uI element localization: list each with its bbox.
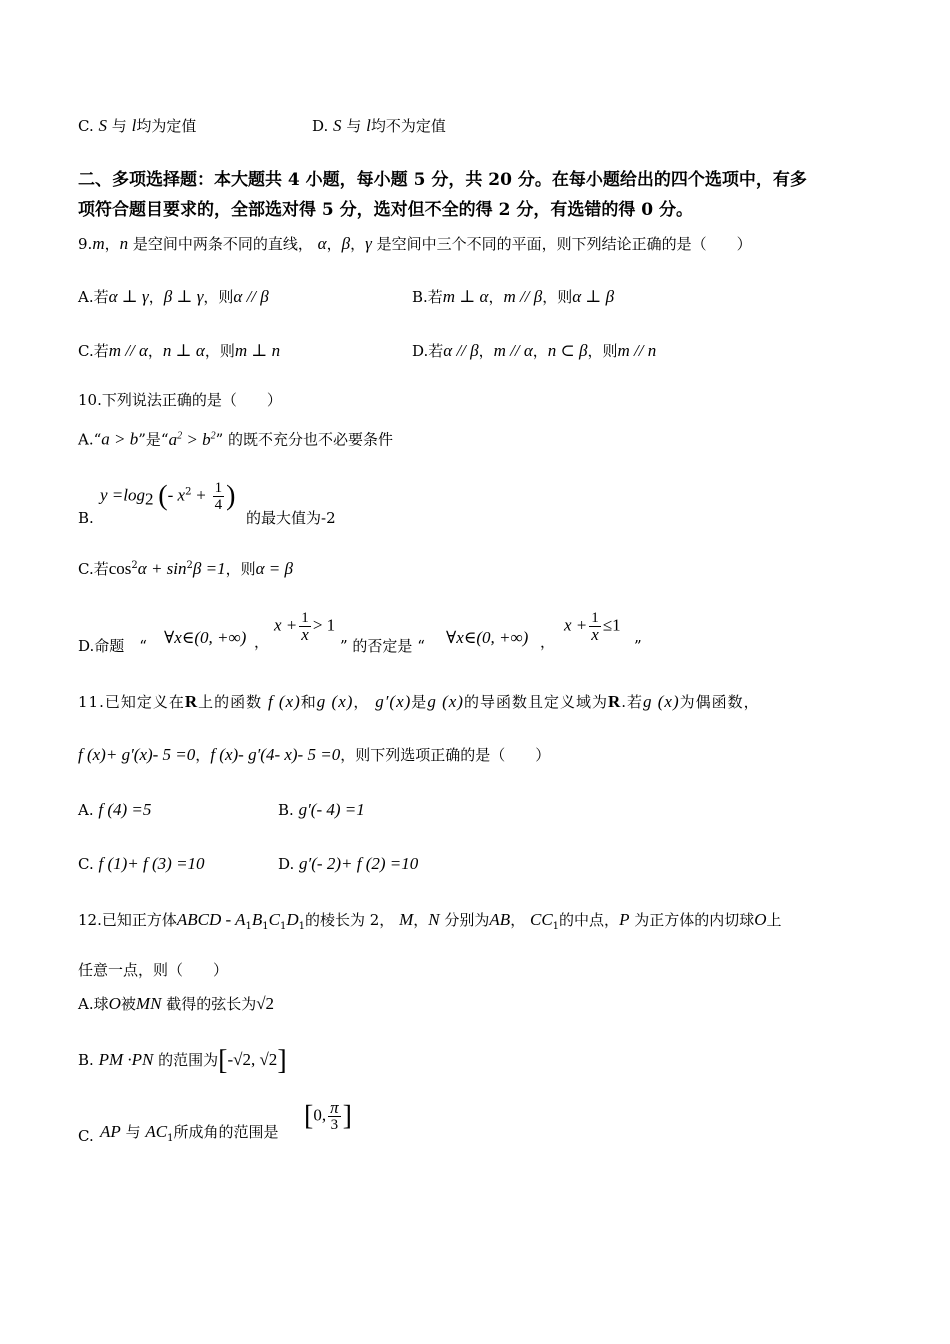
- q9-option-a: A.若α ⊥ γ，β ⊥ γ，则α // β: [78, 287, 269, 306]
- q11-stem-line1: 11.已知定义在R上的函数 f (x)和g (x)， g′(x)是g (x)的导函数且定义域为R.若g (x)为偶函数，: [78, 692, 760, 711]
- q9-option-b: B.若m ⊥ α，m // β，则α ⊥ β: [412, 287, 615, 306]
- q11-stem-line2: f (x)+ g′(x)- 5 =0，f (x)- g′(4- x)- 5 =0，则下列选项正确的是（ ）: [78, 745, 551, 764]
- q11-option-c: C. f (1)+ f (3) =10: [78, 854, 205, 873]
- q9-option-c: C.若m // α，n ⊥ α，则m ⊥ n: [78, 341, 281, 360]
- q11-option-a: A. f (4) =5: [78, 800, 152, 819]
- q11-option-b: B. g′(- 4) =1: [278, 800, 365, 819]
- q12-option-b: B. PM ·PN 的范围为[-√2, √2]: [78, 1045, 287, 1076]
- q8-option-d: D. S 与 l均不为定值: [312, 116, 446, 135]
- section-heading-line1: 二、多项选择题：本大题共 4 小题，每小题 5 分，共 20 分。在每小题给出的四个选项中，有多: [78, 170, 807, 190]
- q12-stem-line1: 12.已知正方体ABCD - $A_1B_1C_1D_1$的棱长为 2， M，N 分别为AB， $CC_1$的中点，P 为正方体的内切球O上: [78, 910, 782, 932]
- q10-option-c: C.若$\cos^2\alpha + \sin^2\beta =1$，则α = β: [78, 559, 293, 578]
- q9-stem: 9.m，n 是空间中两条不同的直线， α，β，γ 是空间中三个不同的平面，则下列结论正确的是（ ）: [78, 234, 752, 253]
- q10-option-a: A.“a > b”是“$a^2 > b^2$” 的既不充分也不必要条件: [78, 429, 394, 449]
- q8-option-c: C. S 与 l均为定值: [78, 116, 197, 135]
- q12-option-a: A.球O被MN 截得的弦长为√2: [78, 994, 275, 1013]
- q12-stem-line2: 任意一点，则（ ）: [78, 961, 229, 979]
- section-heading-line2: 项符合题目要求的，全部选对得 5 分，选对但不全的得 2 分，有选错的得 0 分。: [78, 200, 693, 220]
- q11-option-d: D. g′(- 2)+ f (2) =10: [278, 854, 419, 873]
- q10-stem: 10.下列说法正确的是（ ）: [78, 391, 282, 409]
- q9-option-d: D.若α // β，m // α，n ⊂ β，则m // n: [412, 341, 657, 360]
- exam-page: C. S 与 l均为定值 D. S 与 l均不为定值 二、多项选择题：本大题共 4 小题，每小题 5 分，共 20 分。在每小题给出的四个选项中，有多 项符合题目要求的，全部选对得 5 分，选对但不全的得 2 分，有选错的得 0 分。 9.m，n 是空间中两条不同的直线， α，β，γ 是空间中三个不同的平面，则下列结论正确的是（ ） A.若α ⊥ γ，β ⊥ γ，则α // β B.若m ⊥ α，m // β，则α ⊥ β C.若m // α，n ⊥ α，则m ⊥ n D.若α // β，m // α，n ⊂ β，则m // n 10.下列说法正确的是（ ） A.“a > b”是“$a^2 > b^2$” 的既不充分也不必要条件 B. $y =\log_2$ (- $x^2$ + $\frac{1}{4}$ ) 的最大值为-2 C.若$\cos^2\alpha + \sin^2\beta =1$，则α = β D.命题 “ ∀x∈(0, +∞) ， x + $\frac{1}{x}$ > 1 ” 的否定是 “ ∀x∈(0, +∞) ， x + $\frac{1}{x}$ ≤1 ” 11.已知定义在R上的函数 f (x)和g (x)， g′(x)是g (x)的导函数且定义域为R.若g (x)为偶函数， f (x)+ g′(x)- 5 =0，f (x)- g′(4- x)- 5 =0，则下列选项正确的是（ ） A. f (4) =5 B. g′(- 4) =1 C. f (1)+ f (3) =10 D. g′(- 2)+ f (2) =10 12.已知正方体ABCD - $A_1B_1C_1D_1$的棱长为 2， M，N 分别为AB， $CC_1$的中点，P 为正方体的内切球O上 任意一点，则（ ） A.球O被MN 截得的弦长为√2 B. PM ·PN 的范围为[-√2, √2] C. AP 与 $AC_1$所成角的范围是 [0, $\frac{\pi}{3}$ ]: [78, 116, 807, 1145]
